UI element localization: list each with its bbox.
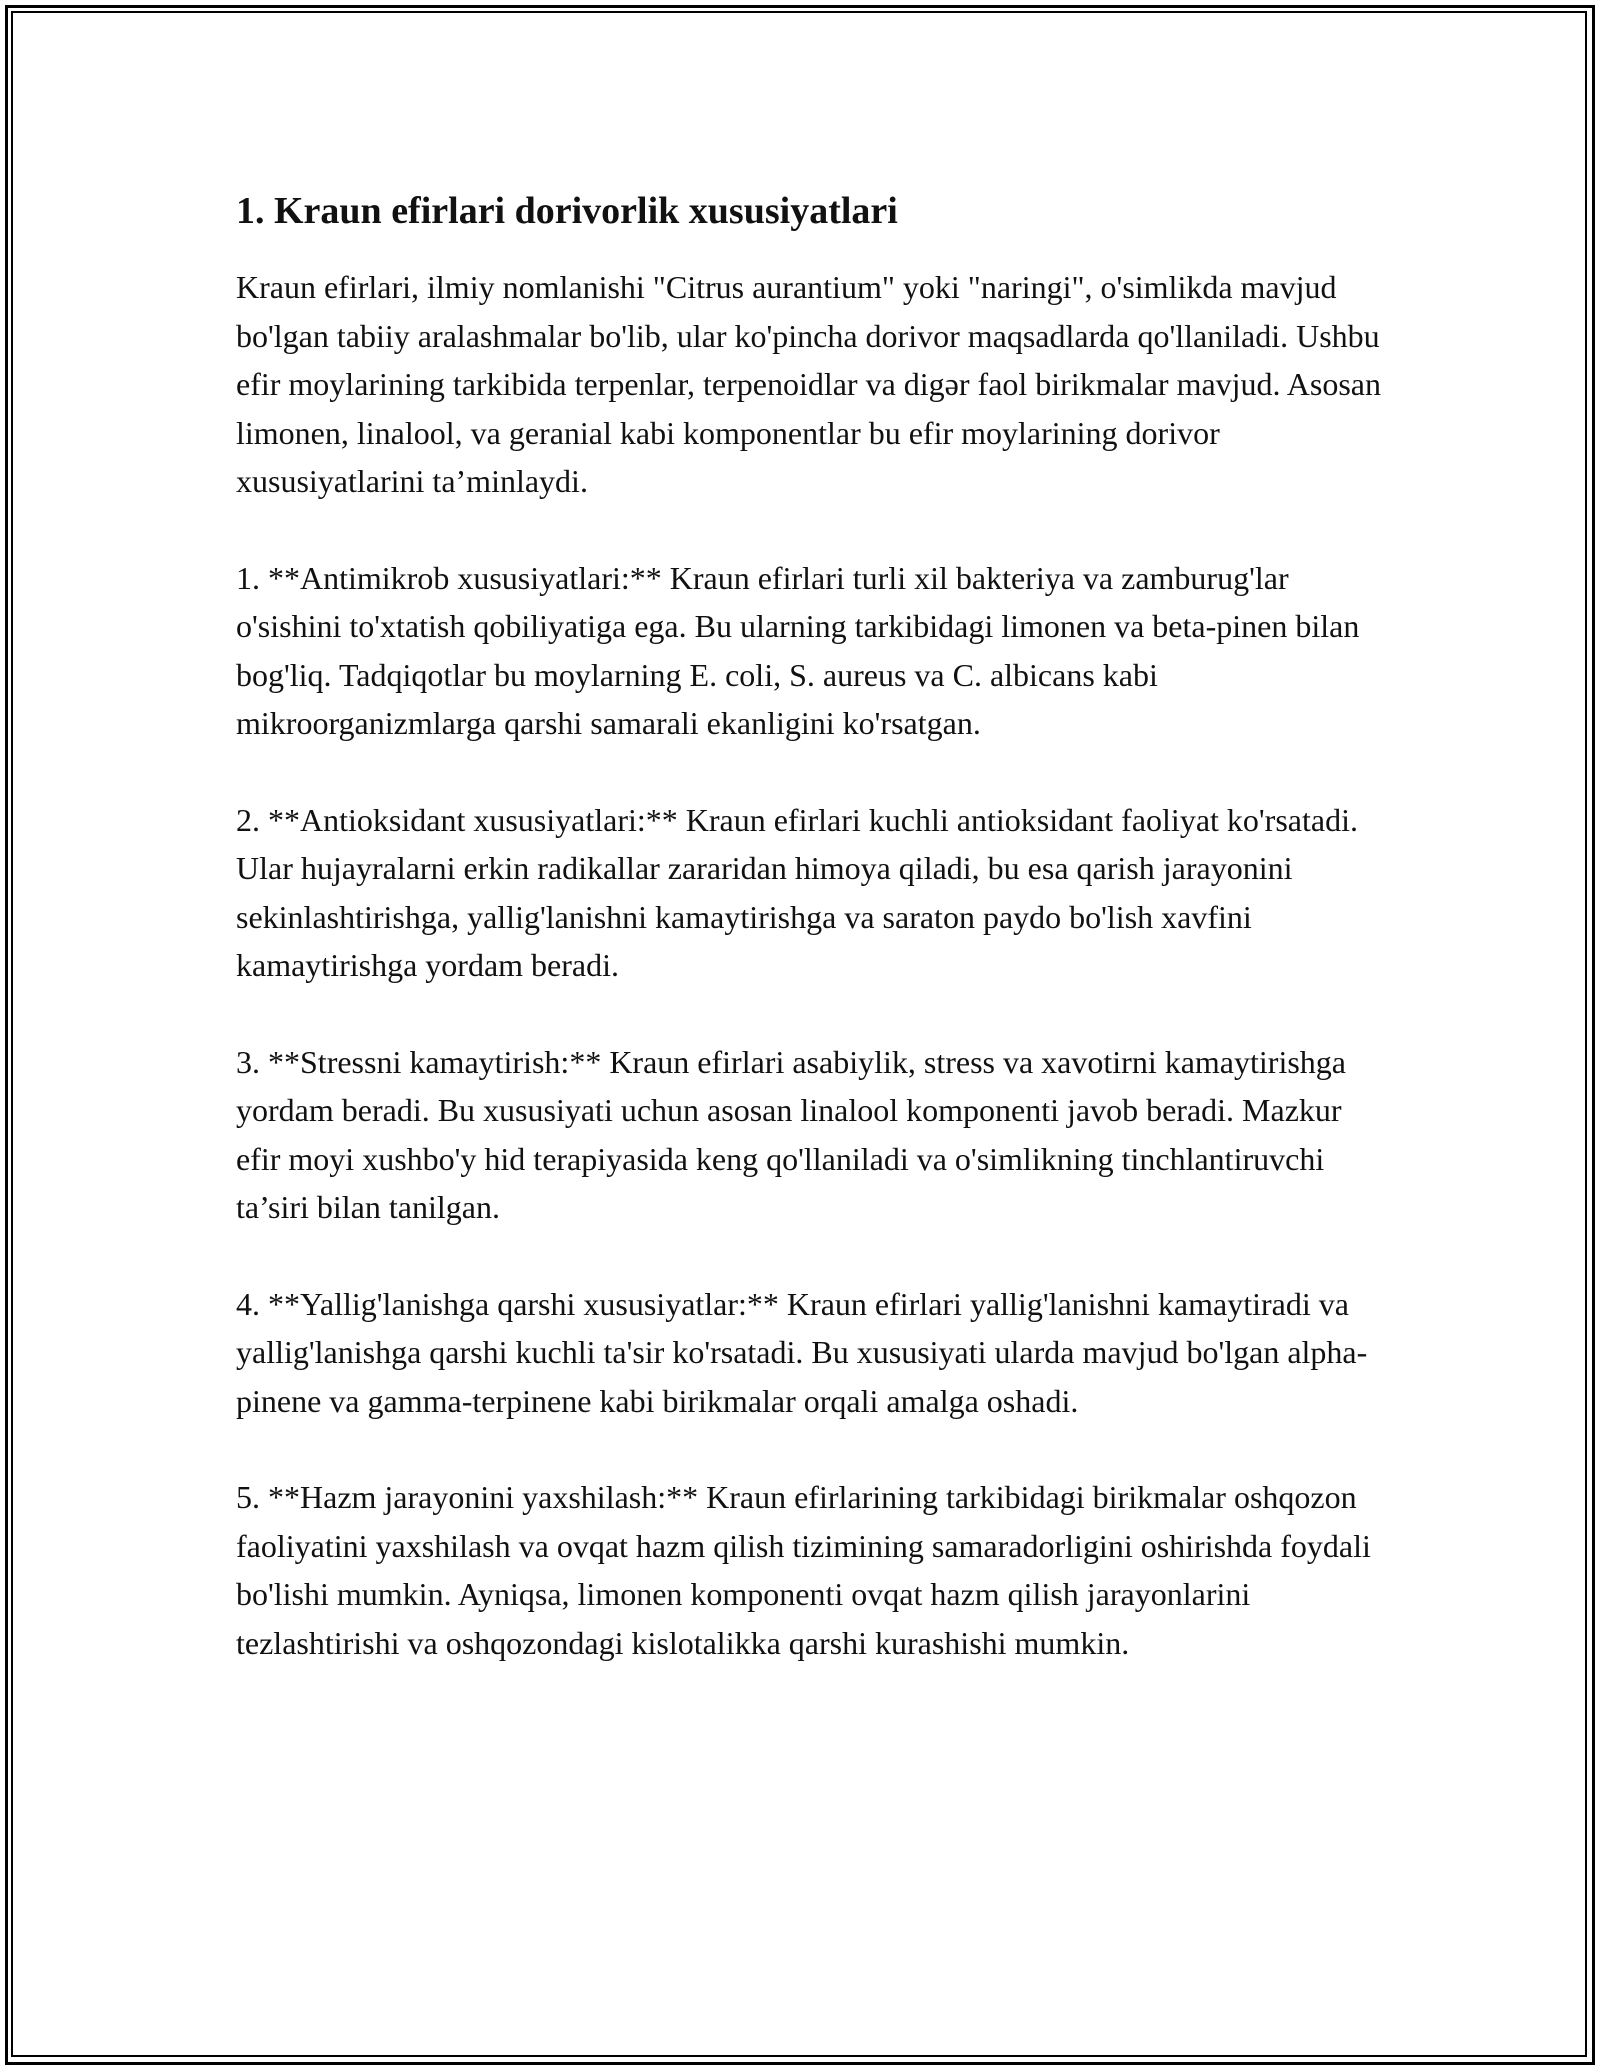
paragraph-anti-inflammatory: 4. **Yallig'lanishga qarshi xususiyatlar:** Kraun efirlari yallig'lanishni kamaytiradi va yallig'lanishga qarshi kuchli ta'sir ko'rsatadi. Bu xususiyati ularda mavjud bo'lgan alpha-pinene va gamma-terpinene kabi birikmalar orqali amalga oshadi.: [236, 1285, 1368, 1419]
paragraph-antimicrobial: 1. **Antimikrob xususiyatlari:** Kraun efirlari turli xil bakteriya va zamburug'lar o'sishini to'xtatish qobiliyatiga ega. Bu ularning tarkibidagi limonen va beta-pinen bilan bog'liq. Tadqiqotlar bu moylarning E. coli, S. aureus va C. albicans kabi mikroorganizmlarga qarshi samarali ekanligini ko'rsatgan.: [236, 559, 1360, 741]
paragraph-stress: 3. **Stressni kamaytirish:** Kraun efirlari asabiylik, stress va xavotirni kamaytirishga yordam beradi. Bu xususiyati uchun asosan linalool komponenti javob beradi. Mazkur efir moyi xushbo'y hid terapiyasida keng qo'llaniladi va o'simlikning tinchlantiruvchi ta’siri bilan tanilgan.: [236, 1043, 1346, 1225]
document-title: 1. Kraun efirlari dorivorlik xususiyatlari: [236, 190, 898, 232]
document-body: [236, 185, 1386, 1715]
paragraph-digestion: 5. **Hazm jarayonini yaxshilash:** Kraun efirlarining tarkibidagi birikmalar oshqozon faoliyatini yaxshilash va ovqat hazm qilish tizimining samaradorligini oshirishda foydali bo'lishi mumkin. Ayniqsa, limonen komponenti ovqat hazm qilish jarayonlarini tezlashtirishi va oshqozondagi kislotalikka qarshi kurashishi mumkin.: [236, 1479, 1371, 1661]
paragraph-antioxidant: 2. **Antioksidant xususiyatlari:** Kraun efirlari kuchli antioksidant faoliyat ko'rsatadi. Ular hujayralarni erkin radikallar zararidan himoya qiladi, bu esa qarish jarayonini sekinlashtirishga, yallig'lanishni kamaytirishga va saraton paydo bo'lish xavfini kamaytirishga yordam beradi.: [236, 801, 1358, 983]
intro-paragraph: Kraun efirlari, ilmiy nomlanishi "Citrus aurantium" yoki "naringi", o'simlikda mavjud bo'lgan tabiiy aralashmalar bo'lib, ular ko'pincha dorivor maqsadlarda qo'llaniladi. Ushbu efir moylarining tarkibida terpenlar, terpenoidlar va digər faol birikmalar mavjud. Asosan limonen, linalool, va geranial kabi komponentlar bu efir moylarining dorivor xususiyatlarini ta’minlaydi.: [236, 269, 1381, 499]
